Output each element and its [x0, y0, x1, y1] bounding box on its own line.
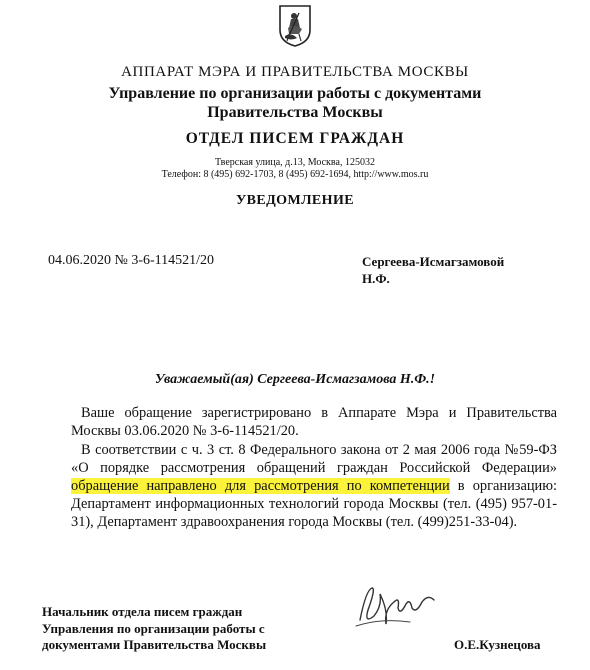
- org-address: Тверская улица, д.13, Москва, 125032: [215, 157, 375, 168]
- signatory-line-3: документами Правительства Москвы: [42, 637, 267, 652]
- paragraph-1-text: Ваше обращение зарегистрировано в Аппарате Мэра и Правительства Москвы 03.06.2020 № 3-6-114521/20.: [71, 405, 557, 439]
- org-subdivision: Управление по организации работы с документами: [108, 85, 482, 102]
- org-name: АППАРАТ МЭРА И ПРАВИТЕЛЬСТВА МОСКВЫ: [121, 64, 469, 80]
- org-phones: Телефон: 8 (495) 692-1703, 8 (495) 692-1694, http://www.mos.ru: [161, 169, 429, 180]
- org-subdivision-line2: Правительства Москвы: [207, 104, 383, 121]
- document-title: УВЕДОМЛЕНИЕ: [236, 193, 354, 208]
- handwritten-signature-icon: [350, 580, 438, 630]
- signatory-line-2: Управления по организации работы с: [42, 620, 265, 636]
- paragraph-2-text-start: В соответствии с ч. 3 ст. 8 Федерального закона от 2 мая 2006 года №59-ФЗ «О порядке рассмотрения обращений граждан Российской Федерации»: [71, 442, 557, 476]
- paragraph-2-text-end: в организацию: Департамент информационных технологий города Москвы (тел. (495) 957-01-31), Департамент здравоохранения города Москвы (тел. (499)251-33-04).: [71, 478, 558, 530]
- body-paragraph-2: [71, 441, 557, 531]
- addressee-surname: Сергеева-Исмагзамовой: [362, 254, 505, 269]
- addressee-initials: Н.Ф.: [362, 271, 390, 286]
- body-paragraph-1: [71, 404, 557, 440]
- moscow-coat-of-arms-icon: [277, 4, 313, 48]
- signatory-position: [42, 604, 266, 654]
- registration-number: 04.06.2020 № 3-6-114521/20: [48, 253, 215, 268]
- signatory-line-1: Начальник отдела писем граждан: [42, 604, 243, 619]
- addressee: [362, 253, 504, 287]
- highlighted-text: обращение направлено для рассмотрения по компетенции: [71, 478, 450, 494]
- signatory-name: О.Е.Кузнецова: [454, 637, 541, 652]
- department-name: ОТДЕЛ ПИСЕМ ГРАЖДАН: [185, 130, 405, 147]
- greeting: Уважаемый(ая) Сергеева-Исмагзамова Н.Ф.!: [154, 372, 436, 387]
